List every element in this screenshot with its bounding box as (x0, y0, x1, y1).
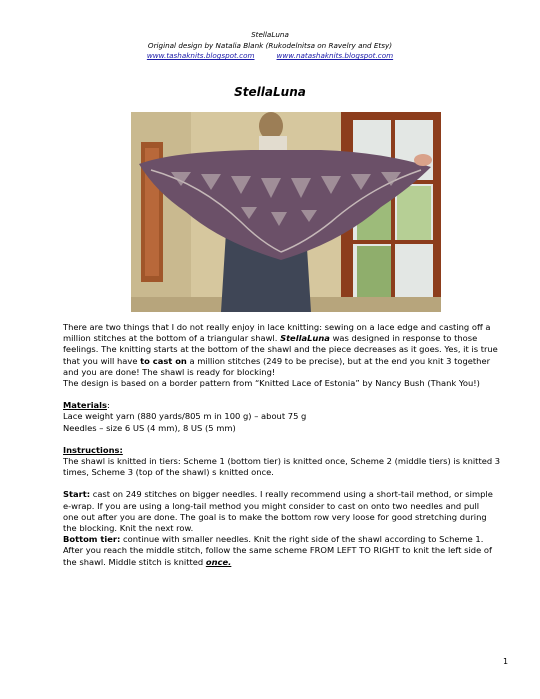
start-label: Start: (63, 489, 91, 500)
pattern-body (63, 322, 521, 568)
bottom-tier-text-3: the shawl. Middle stitch is knitted (63, 556, 204, 567)
instructions-heading-text: Instructions: (63, 444, 123, 455)
bottom-tier-line-3 (63, 557, 521, 568)
intro-text-4a: that you will have (63, 355, 138, 366)
intro-line-5 (63, 367, 521, 378)
blog-link-natashaknits[interactable]: www.natashaknits.blogspot.com (276, 51, 394, 60)
materials-heading-text: Materials (63, 400, 108, 411)
document-header (0, 30, 540, 62)
bottom-tier-line-2: After you reach the middle stitch, follow the same scheme FROM LEFT TO RIGHT to knit the left side of (63, 545, 492, 556)
bottom-tier-once: once. (205, 556, 232, 567)
instructions-line-2: times, Scheme 3 (top of the shawl) s knitted once. (63, 467, 274, 478)
intro-text-1: There are two things that I do not really enjoy in lace knitting: sewing on a lace edge and casting off a (63, 322, 491, 332)
bottom-tier-line-1 (63, 534, 521, 545)
intro-text-4b: a million stitches (249 to be precise), but at the end you knit 3 together (189, 355, 491, 366)
intro-line-4 (63, 356, 521, 367)
header-credit: Original design by Natalia Blank (Rukodelnitsa on Ravelry and Etsy) (147, 40, 393, 50)
bottom-tier-text-1: continue with smaller needles. Knit the right side of the shawl according to Scheme 1. (123, 534, 484, 545)
intro-design-name: StellaLuna (280, 333, 330, 344)
intro-text-2b: was designed in response to those (332, 333, 478, 344)
intro-line-1 (63, 322, 521, 333)
intro-text-5: and you are done! The shawl is ready for blocking! (63, 366, 276, 377)
intro-text-3: feelings. The knitting starts at the bottom of the shawl and the piece decreases as it goes. Yes, it is true (63, 344, 498, 355)
header-pattern-name: StellaLuna (251, 30, 289, 39)
start-line-4: the blocking. Knit the next row. (63, 523, 194, 534)
start-text-1: cast on 249 stitches on bigger needles. I really recommend using a short-tail method, or simple (92, 489, 493, 500)
start-line-1 (63, 489, 521, 500)
shawl-photo (131, 112, 441, 312)
start-line-2: e-wrap. If you are using a long-tail method you might consider to cast on onto two needles and pull (63, 500, 480, 511)
intro-text-6: The design is based on a border pattern from “Knitted Lace of Estonia” by Nancy Bush (Thank You!) (63, 378, 480, 389)
materials-heading (63, 400, 521, 411)
document-title: StellaLuna (234, 85, 306, 99)
materials-yarn: Lace weight yarn (880 yards/805 m in 100 g) – about 75 g (63, 411, 307, 422)
materials-needles: Needles – size 6 US (4 mm), 8 US (5 mm) (63, 422, 236, 433)
intro-text-2: million stitches at the bottom of a triangular shawl. (63, 333, 278, 344)
instructions-heading (63, 445, 521, 456)
bottom-tier-label: Bottom tier: (63, 534, 121, 545)
intro-cast-on: to cast on (140, 355, 187, 366)
page-number: 1 (503, 657, 509, 666)
intro-line-3 (63, 344, 521, 355)
intro-line-2 (63, 333, 521, 344)
materials-colon: : (107, 400, 110, 411)
intro-line-6 (63, 378, 521, 389)
header-links (0, 51, 540, 62)
start-line-3: one out after you are done. The goal is to make the bottom row very loose for good stretching during (63, 511, 487, 522)
instructions-line-1: The shawl is knitted in tiers: Scheme 1 (bottom tier) is knitted once, Scheme 2 (middle tiers) is knitted 3 (63, 456, 501, 467)
blog-link-tashaknits[interactable]: www.tashaknits.blogspot.com (146, 51, 255, 60)
